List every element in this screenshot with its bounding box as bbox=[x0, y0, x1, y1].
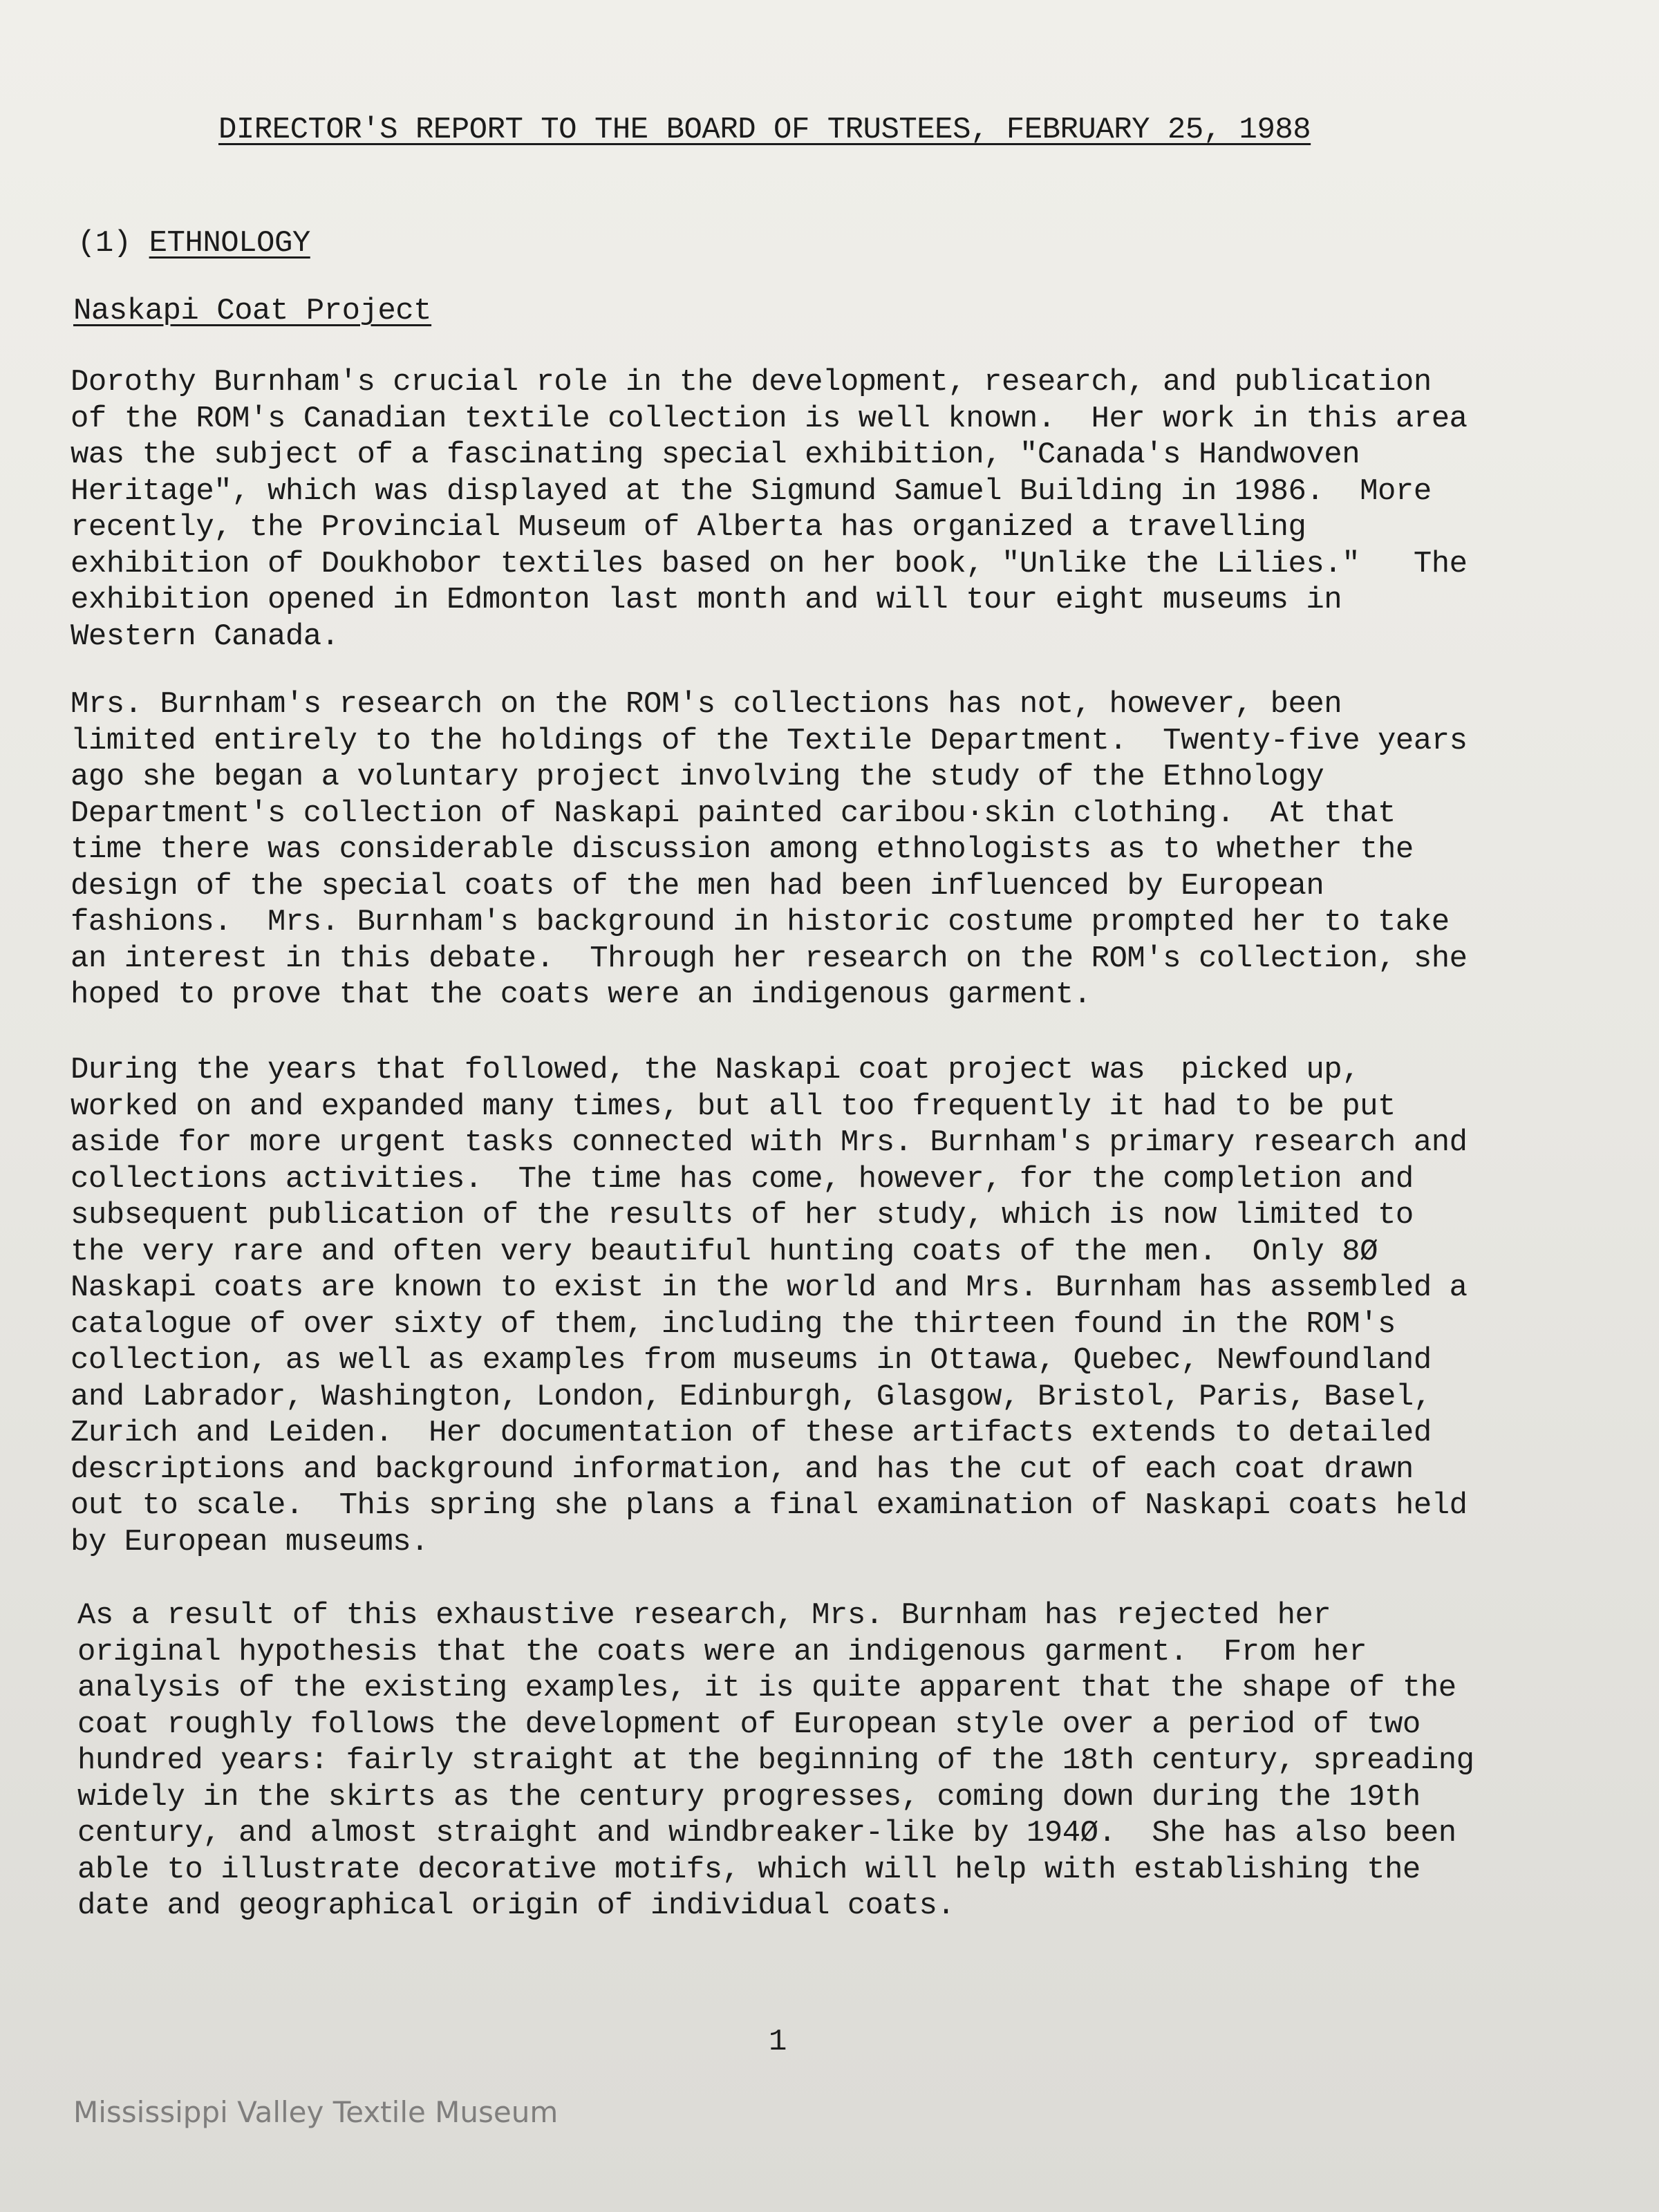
text-line: Dorothy Burnham's crucial role in the development, research, and publication bbox=[71, 365, 1432, 400]
text-line: descriptions and background information, and has the cut of each coat drawn bbox=[71, 1452, 1414, 1487]
text-line: was the subject of a fascinating special exhibition, "Canada's Handwoven bbox=[71, 438, 1360, 472]
text-line: Department's collection of Naskapi painted caribou·skin clothing. At that bbox=[71, 796, 1396, 831]
text-line: widely in the skirts as the century progresses, coming down during the 19th bbox=[77, 1779, 1421, 1815]
text-line: As a result of this exhaustive research, Mrs. Burnham has rejected her bbox=[77, 1598, 1331, 1633]
section-number: (1) bbox=[77, 226, 131, 261]
text-line: date and geographical origin of individual coats. bbox=[77, 1888, 955, 1923]
section-label: ETHNOLOGY bbox=[149, 226, 310, 261]
paragraph-2 bbox=[71, 686, 1468, 1013]
text-line: design of the special coats of the men had been influenced by European bbox=[71, 868, 1324, 903]
text-line: exhibition of Doukhobor textiles based on her book, "Unlike the Lilies." The bbox=[71, 546, 1468, 581]
text-line: of the ROM's Canadian textile collection is well known. Her work in this area bbox=[71, 401, 1468, 436]
text-line: coat roughly follows the development of European style over a period of two bbox=[77, 1707, 1421, 1742]
text-line: Heritage", which was displayed at the Sigmund Samuel Building in 1986. More bbox=[71, 474, 1432, 509]
paragraph-1 bbox=[71, 364, 1468, 655]
text-line: hoped to prove that the coats were an indigenous garment. bbox=[71, 977, 1091, 1012]
text-line: out to scale. This spring she plans a final examination of Naskapi coats held bbox=[71, 1488, 1468, 1523]
report-title: DIRECTOR'S REPORT TO THE BOARD OF TRUSTEES, FEBRUARY 25, 1988 bbox=[218, 113, 1311, 147]
text-line: century, and almost straight and windbreaker-like by 194Ø. She has also been bbox=[77, 1816, 1456, 1850]
text-line: hundred years: fairly straight at the beginning of the 18th century, spreading bbox=[77, 1743, 1474, 1778]
text-line: exhibition opened in Edmonton last month and will tour eight museums in bbox=[71, 583, 1342, 617]
project-subheading: Naskapi Coat Project bbox=[73, 294, 432, 328]
text-line: time there was considerable discussion among ethnologists as to whether the bbox=[71, 832, 1414, 867]
text-line: analysis of the existing examples, it is quite apparent that the shape of the bbox=[77, 1671, 1456, 1705]
text-line: aside for more urgent tasks connected with Mrs. Burnham's primary research and bbox=[71, 1125, 1468, 1160]
text-line: original hypothesis that the coats were an indigenous garment. From her bbox=[77, 1634, 1367, 1669]
paragraph-3 bbox=[71, 1052, 1468, 1560]
text-line: and Labrador, Washington, London, Edinburgh, Glasgow, Bristol, Paris, Basel, bbox=[71, 1379, 1432, 1414]
text-line: Western Canada. bbox=[71, 619, 339, 654]
text-line: subsequent publication of the results of her study, which is now limited to bbox=[71, 1198, 1414, 1232]
text-line: limited entirely to the holdings of the Textile Department. Twenty-five years bbox=[71, 723, 1468, 758]
text-line: an interest in this debate. Through her research on the ROM's collection, she bbox=[71, 941, 1468, 976]
text-line: collection, as well as examples from museums in Ottawa, Quebec, Newfoundland bbox=[71, 1343, 1432, 1378]
text-line: collections activities. The time has come, however, for the completion and bbox=[71, 1161, 1414, 1197]
text-line: Naskapi coats are known to exist in the world and Mrs. Burnham has assembled a bbox=[71, 1271, 1468, 1305]
page-number: 1 bbox=[769, 2025, 787, 2059]
text-line: Zurich and Leiden. Her documentation of these artifacts extends to detailed bbox=[71, 1416, 1432, 1450]
watermark-text: Mississippi Valley Textile Museum bbox=[73, 2095, 559, 2129]
text-line: ago she began a voluntary project involving the study of the Ethnology bbox=[71, 760, 1324, 794]
text-line: Mrs. Burnham's research on the ROM's collections has not, however, been bbox=[71, 687, 1342, 722]
text-line: recently, the Provincial Museum of Alberta has organized a travelling bbox=[71, 510, 1306, 545]
section-heading bbox=[77, 223, 310, 264]
text-line: worked on and expanded many times, but all too frequently it had to be put bbox=[71, 1089, 1396, 1124]
text-line: the very rare and often very beautiful hunting coats of the men. Only 8Ø bbox=[71, 1234, 1378, 1269]
text-line: fashions. Mrs. Burnham's background in historic costume prompted her to take bbox=[71, 905, 1450, 939]
text-line: by European museums. bbox=[71, 1524, 429, 1559]
text-line: During the years that followed, the Naskapi coat project was picked up, bbox=[71, 1053, 1360, 1087]
text-line: able to illustrate decorative motifs, which will help with establishing the bbox=[77, 1852, 1421, 1887]
text-line: catalogue of over sixty of them, including the thirteen found in the ROM's bbox=[71, 1306, 1396, 1342]
paragraph-4 bbox=[77, 1597, 1474, 1924]
